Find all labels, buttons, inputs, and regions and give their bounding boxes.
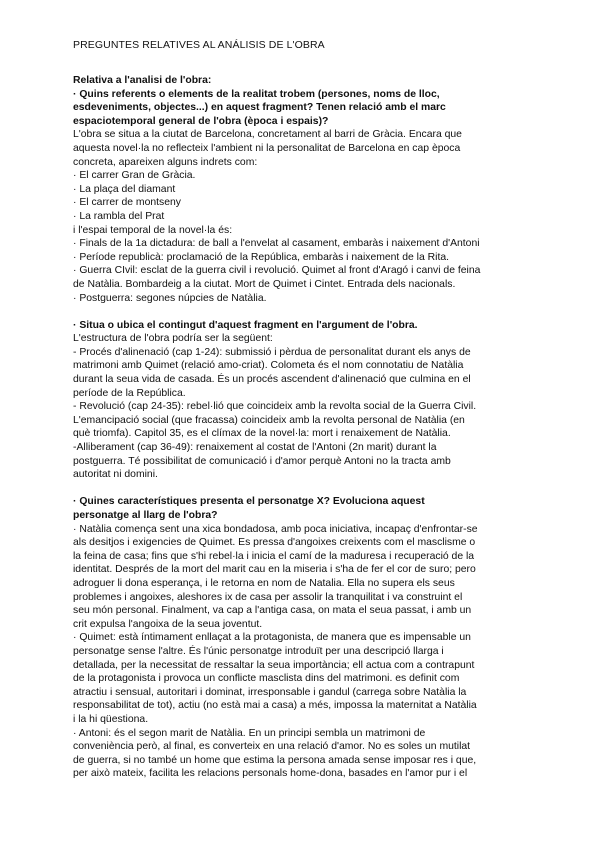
question-line: Relativa a l'analisi de l'obra: — [73, 75, 212, 86]
paragraph-gap — [73, 305, 543, 319]
text-line: personatge sense l'altre. És l'únic personatge introduït per una descripció llarga i — [73, 645, 444, 657]
text-line: als desitjos i exigencies de Quimet. Es pressa d'angoixes creixents com el masclisme o — [73, 537, 476, 549]
text-line: i la hi qüestiona. — [73, 713, 149, 725]
text-line: crit expulsa l'angoixa de la seua joventut. — [73, 618, 263, 630]
paragraph-gap — [73, 482, 543, 496]
text-line: L'emancipació social (que fracassa) coincideix amb la revolta personal de Natàlia (en — [73, 414, 465, 426]
text-line: · El carrer de montseny — [73, 197, 181, 209]
text-line: · Postguerra: segones núpcies de Natàlia. — [73, 292, 267, 304]
question-line: personatge al llarg de l'obra? — [73, 510, 218, 521]
text-line: autoritat ni domini. — [73, 469, 158, 481]
text-line: detallada, per la necessitat de ressaltar la seua importància; ell actua com a contrapunt — [73, 659, 475, 671]
text-line: · Antoni: és el segon marit de Natàlia. En un principi sembla un matrimoni de — [73, 727, 426, 739]
document-title: PREGUNTES RELATIVES AL ANÁLISIS DE L'OBRA — [73, 39, 325, 51]
question-line: · Quins referents o elements de la realitat trobem (persones, noms de lloc, — [73, 88, 440, 100]
text-line: la feina de casa; fins que s'hi rebel·la i inicia el camí de la maduresa i recuperació de la — [73, 550, 475, 562]
text-line: període de la República. — [73, 387, 186, 399]
text-line: L'estructura de l'obra podría ser la següent: — [73, 333, 273, 345]
text-line: aquesta novel·la no reflecteix l'ambient ni la personalitat de Barcelona en cap època — [73, 142, 461, 154]
text-line: postguerra. Té possibilitat de comunicació i d'amor perquè Antoni no la tracta amb — [73, 455, 451, 467]
text-line: per això mateix, facilita les relacions personals home-dona, basades en l'amor pur i el — [73, 768, 468, 780]
text-line: de la protagonista i provoca un conflicte masclista dins del matrimoni. es definit com — [73, 673, 460, 685]
text-line: · La plaça del diamant — [73, 183, 176, 195]
document-body — [73, 74, 543, 781]
question-line: · Situa o ubica el contingut d'aquest fragment en l'argument de l'obra. — [73, 319, 418, 331]
text-line: · Guerra CIvil: esclat de la guerra civil i revolució. Quimet al front d'Aragó i canvi de feina — [73, 265, 481, 277]
text-line: adroguer li dona esperança, i le retorna en nom de Natalia. Ella no supera els seus — [73, 577, 455, 589]
text-line: matrimoni amb Quimet (relació amo-criat). Colometa és el nom connotatiu de Natàlia — [73, 360, 464, 372]
text-line: · La rambla del Prat — [73, 210, 165, 222]
text-line: de Natàlia. Bombardeig a la ciutat. Mort de Quimet i Cintet. Entrada dels nacionals. — [73, 278, 456, 290]
text-line: conveniència però, al final, es converteix en una relació d'amor. No es soles un mutilat — [73, 741, 471, 753]
text-line: concreta, apareixen alguns indrets com: — [73, 156, 258, 168]
text-line: - Procés d'alinenació (cap 1-24): submissió i pèrdua de personalitat durant els anys de — [73, 346, 471, 358]
text-line: · Natàlia comença sent una xica bondadosa, amb poca iniciativa, incapaç d'enfrontar-se — [73, 523, 478, 535]
text-line: problemes i angoixes, aleshores ix de casa per assolir la tranquilitat i va construint el — [73, 591, 463, 603]
text-line: responsabilitat de tot), actiu (no està mai a casa) a més, impossa la maternitat a Natàlia — [73, 700, 477, 712]
text-line: · Finals de la 1a dictadura: de ball a l'envelat al casament, embaràs i naixement d'Antoni — [73, 238, 480, 250]
text-line: L'obra se situa a la ciutat de Barcelona, concretament al barri de Gràcia. Encara que — [73, 129, 462, 141]
question-line: esdeveniments, objectes...) en aquest fragment? Tenen relació amb el marc — [73, 102, 446, 114]
text-line: atractiu i sensual, autoritari i dominat, irresponsable i gandul (carrega sobre Natàlia la — [73, 686, 467, 698]
text-line: seu món personal. Finalment, va cap a l'antiga casa, on mata el seua passat, i amb un — [73, 605, 472, 617]
text-line: · Període republicà: proclamació de la República, embaràs i naixement de la Rita. — [73, 251, 449, 263]
question-line: espaciotemporal general de l'obra (època i espais)? — [73, 115, 329, 127]
text-line: -Alliberament (cap 36-49): renaixement al costat de l'Antoni (2n marit) durant la — [73, 442, 437, 454]
text-line: durant la seua vida de casada. És un procés ascendent d'alinenació que culmina en el — [73, 374, 471, 386]
text-line: i l'espai temporal de la novel·la és: — [73, 224, 233, 236]
text-line: què triomfa). Capitol 35, es el clímax de la novel·la: mort i renaixement de Natàlia. — [73, 428, 451, 440]
text-line: identitat. Després de la mort del marit cau en la miseria i s'ha de fer el cor de suro; pero — [73, 564, 476, 576]
text-line: de guerra, si no també un home que estima la persona amada sense imposar res i que, — [73, 754, 477, 766]
question-line: · Quines característiques presenta el personatge X? Evoluciona aquest — [73, 496, 425, 508]
text-line: · Quimet: està íntimament enllaçat a la protagonista, de manera que es impensable un — [73, 632, 471, 644]
text-line: - Revolució (cap 24-35): rebel·lió que coincideix amb la revolta social de la Guerra Civil. — [73, 401, 477, 413]
text-line: · El carrer Gran de Gràcia. — [73, 170, 196, 182]
